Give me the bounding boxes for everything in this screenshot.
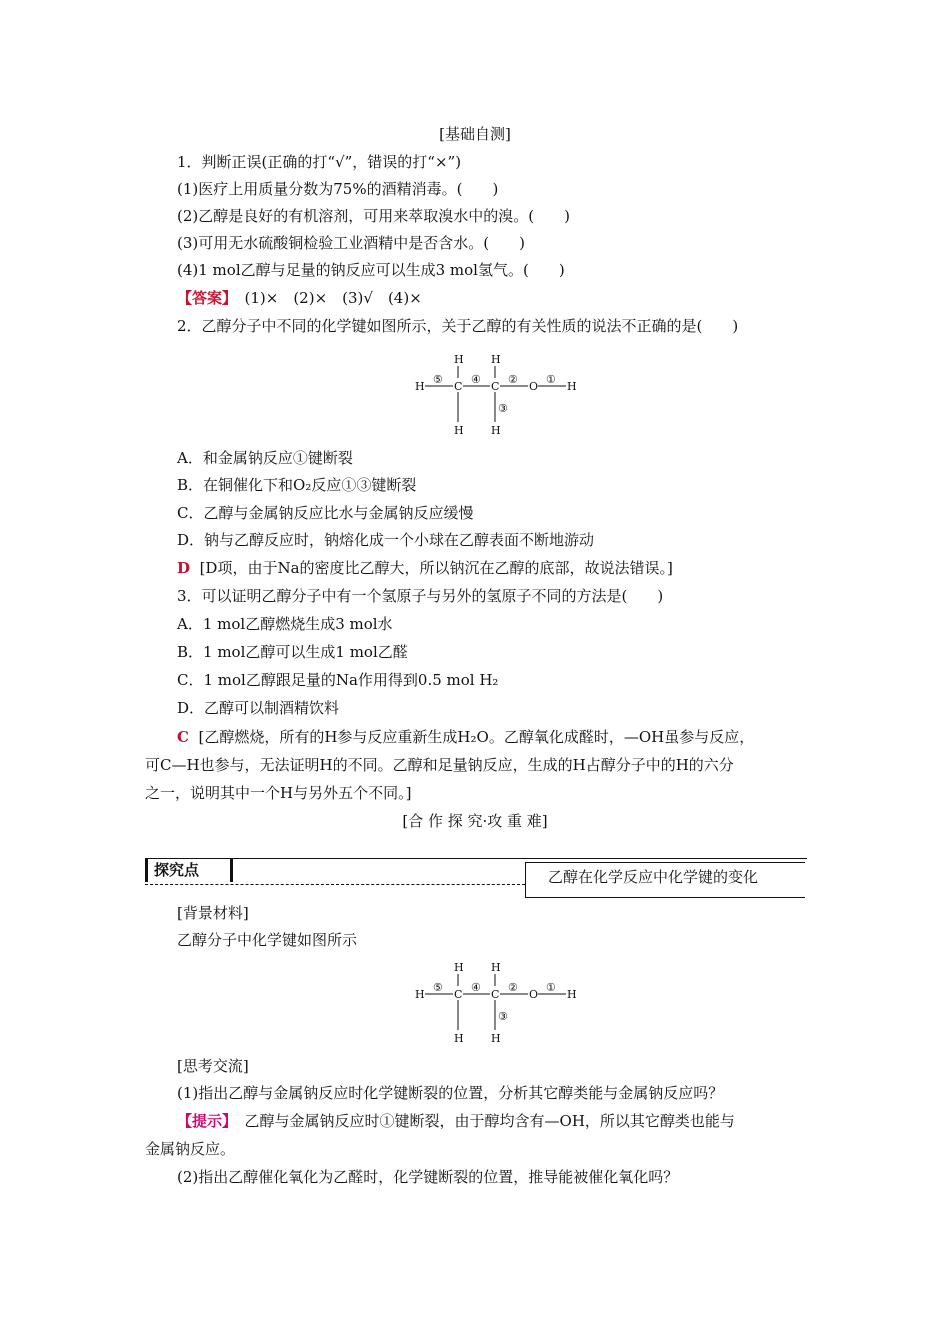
hint-label: 【提示】 bbox=[177, 1112, 230, 1130]
q2-answer-letter: D bbox=[177, 559, 191, 577]
q3-answer-line1 bbox=[177, 727, 754, 747]
atom-h-right: H bbox=[567, 380, 577, 393]
q1-item-4: (4)1 mol乙醇与足量的钠反应可以生成3 mol氢气。( ) bbox=[177, 261, 565, 279]
atom-h-top-1: H bbox=[454, 961, 464, 974]
atom-c1: C bbox=[454, 988, 463, 1001]
q1-item-3: (3)可用无水硫酸铜检验工业酒精中是否含水。( ) bbox=[177, 234, 525, 252]
q1-answer bbox=[177, 288, 422, 308]
atom-o: O bbox=[529, 380, 539, 393]
thinking-label: [思考交流] bbox=[177, 1057, 249, 1075]
hint-text-1: 乙醇与金属钠反应时①键断裂，由于醇均含有—OH，所以其它醇类也能与 bbox=[229, 1112, 735, 1130]
q2-answer bbox=[177, 558, 673, 578]
bond-label-3: ③ bbox=[498, 402, 508, 415]
hint-line-2: 金属钠反应。 bbox=[145, 1140, 236, 1158]
q3-option-a: A．1 mol乙醇燃烧生成3 mol水 bbox=[177, 615, 393, 633]
q3-option-c: C．1 mol乙醇跟足量的Na作用得到0.5 mol H₂ bbox=[177, 671, 499, 689]
q2-option-d: D．钠与乙醇反应时，钠熔化成一个小球在乙醇表面不断地游动 bbox=[177, 531, 595, 549]
q2-option-c: C．乙醇与金属钠反应比水与金属钠反应缓慢 bbox=[177, 504, 474, 522]
bond-label-5: ⑤ bbox=[433, 981, 443, 994]
q3-explanation-1: [乙醇燃烧，所有的H参与反应重新生成H₂O。乙醇氧化成醛时，—OH虽参与反应， bbox=[198, 728, 755, 746]
banner-top-rule bbox=[145, 858, 807, 859]
atom-h-right: H bbox=[567, 988, 577, 1001]
bond-label-5: ⑤ bbox=[433, 373, 443, 386]
q3-explanation-2: 可C—H也参与，无法证明H的不同。乙醇和足量钠反应，生成的H占醇分子中的H的六分 bbox=[145, 756, 734, 774]
q2-stem: 2．乙醇分子中不同的化学键如图所示，关于乙醇的有关性质的说法不正确的是( ) bbox=[177, 317, 739, 335]
atom-c2: C bbox=[491, 988, 500, 1001]
q3-option-d: D．乙醇可以制酒精饮料 bbox=[177, 699, 340, 717]
bond-label-1: ① bbox=[546, 373, 556, 386]
bond-label-1: ① bbox=[546, 981, 556, 994]
answer-text: (1)× (2)× (3)√ (4)× bbox=[229, 289, 422, 307]
ethanol-bond-diagram-2 bbox=[405, 958, 595, 1048]
section-title-explore: [合 作 探 究·攻 重 难] bbox=[402, 812, 548, 830]
q1-item-1: (1)医疗上用质量分数为75%的酒精消毒。( ) bbox=[177, 180, 499, 198]
atom-h-top-2: H bbox=[491, 353, 501, 366]
bond-label-2: ② bbox=[508, 373, 518, 386]
banner-topic: 乙醇在化学反应中化学键的变化 bbox=[525, 862, 805, 898]
atom-h-bottom-1: H bbox=[454, 1032, 464, 1045]
atom-h-bottom-2: H bbox=[491, 424, 501, 437]
q3-stem: 3．可以证明乙醇分子中有一个氢原子与另外的氢原子不同的方法是( ) bbox=[177, 587, 664, 605]
bond-label-4: ④ bbox=[471, 981, 481, 994]
q2-option-b: B．在铜催化下和O₂反应①③键断裂 bbox=[177, 476, 417, 494]
atom-h-left: H bbox=[415, 988, 425, 1001]
atom-c1: C bbox=[454, 380, 463, 393]
q1-item-2: (2)乙醇是良好的有机溶剂，可用来萃取溴水中的溴。( ) bbox=[177, 207, 570, 225]
background-text: 乙醇分子中化学键如图所示 bbox=[177, 931, 358, 949]
answer-label: 【答案】 bbox=[177, 289, 230, 307]
thinking-q1: (1)指出乙醇与金属钠反应时化学键断裂的位置，分析其它醇类能与金属钠反应吗？ bbox=[177, 1084, 724, 1102]
atom-h-left: H bbox=[415, 380, 425, 393]
bond-label-4: ④ bbox=[471, 373, 481, 386]
hint-line-1 bbox=[177, 1111, 735, 1131]
bond-label-2: ② bbox=[508, 981, 518, 994]
banner-dash-rule bbox=[145, 884, 525, 885]
background-label: [背景材料] bbox=[177, 904, 249, 922]
q3-option-b: B．1 mol乙醇可以生成1 mol乙醛 bbox=[177, 643, 408, 661]
ethanol-bond-diagram bbox=[405, 350, 595, 440]
atom-h-bottom-2: H bbox=[491, 1032, 501, 1045]
atom-h-bottom-1: H bbox=[454, 424, 464, 437]
bond-label-3: ③ bbox=[498, 1010, 508, 1023]
atom-c2: C bbox=[491, 380, 500, 393]
q3-answer-letter: C bbox=[177, 728, 189, 746]
section-title-self-test: [基础自测] bbox=[439, 125, 511, 143]
q2-option-a: A．和金属钠反应①键断裂 bbox=[177, 449, 353, 467]
atom-h-top-2: H bbox=[491, 961, 501, 974]
thinking-q2: (2)指出乙醇催化氧化为乙醛时，化学键断裂的位置，推导能被催化氧化吗？ bbox=[177, 1168, 679, 1186]
banner-tag: 探究点 bbox=[145, 858, 233, 882]
q3-explanation-3: 之一，说明其中一个H与另外五个不同。] bbox=[145, 784, 412, 802]
atom-o: O bbox=[529, 988, 539, 1001]
q2-explanation: [D项，由于Na的密度比乙醇大，所以钠沉在乙醇的底部，故说法错误。] bbox=[199, 559, 673, 577]
q1-stem: 1．判断正误(正确的打“√”，错误的打“×”) bbox=[177, 153, 462, 171]
atom-h-top-1: H bbox=[454, 353, 464, 366]
explore-banner bbox=[145, 858, 807, 900]
